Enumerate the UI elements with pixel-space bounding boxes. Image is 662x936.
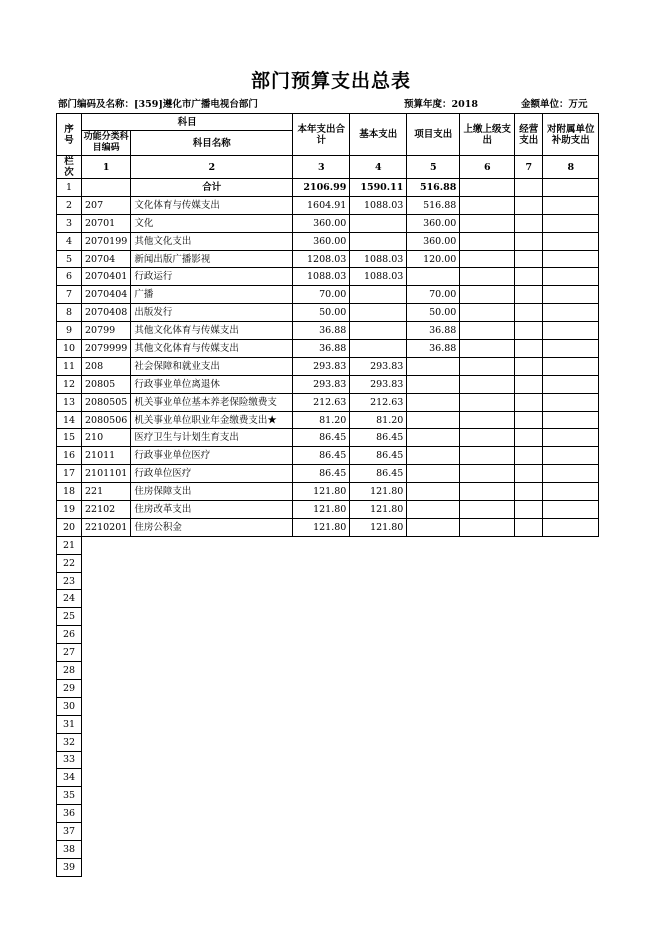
row-basic	[350, 232, 407, 250]
empty-cell	[82, 733, 599, 751]
row-basic	[350, 340, 407, 358]
row-code: 2070401	[82, 268, 131, 286]
row-operating	[515, 375, 543, 393]
table-row	[57, 518, 599, 536]
row-seq: 13	[57, 393, 82, 411]
row-code: 207	[82, 196, 131, 214]
row-upper	[460, 429, 515, 447]
row-basic: 1088.03	[350, 250, 407, 268]
row-basic	[350, 322, 407, 340]
empty-row	[57, 644, 599, 662]
row-name: 医疗卫生与计划生育支出	[131, 429, 293, 447]
row-subsidy	[543, 501, 599, 519]
row-seq: 14	[57, 411, 82, 429]
row-total: 1208.03	[293, 250, 350, 268]
row-seq: 12	[57, 375, 82, 393]
row-seq: 35	[57, 787, 82, 805]
empty-row	[57, 626, 599, 644]
header-basic: 基本支出	[350, 114, 407, 156]
row-seq: 4	[57, 232, 82, 250]
row-basic: 121.80	[350, 501, 407, 519]
row-name: 文化体育与传媒支出	[131, 196, 293, 214]
row-basic: 86.45	[350, 429, 407, 447]
row-project	[407, 518, 460, 536]
row-upper	[460, 304, 515, 322]
empty-row	[57, 697, 599, 715]
row-code: 20799	[82, 322, 131, 340]
row-name: 行政事业单位医疗	[131, 447, 293, 465]
row-operating	[515, 179, 543, 197]
row-total: 70.00	[293, 286, 350, 304]
row-code: 208	[82, 357, 131, 375]
header-subject-name: 科目名称	[131, 131, 293, 156]
row-project	[407, 393, 460, 411]
empty-cell	[82, 536, 599, 554]
col-num: 6	[460, 156, 515, 179]
row-basic: 81.20	[350, 411, 407, 429]
row-basic: 1088.03	[350, 196, 407, 214]
row-basic: 121.80	[350, 518, 407, 536]
empty-row	[57, 590, 599, 608]
table-row	[57, 393, 599, 411]
table-row	[57, 196, 599, 214]
row-code: 22102	[82, 501, 131, 519]
row-subsidy	[543, 465, 599, 483]
row-project	[407, 447, 460, 465]
row-project	[407, 483, 460, 501]
row-basic: 212.63	[350, 393, 407, 411]
row-upper	[460, 483, 515, 501]
table-row	[57, 340, 599, 358]
empty-cell	[82, 697, 599, 715]
row-code: 2080505	[82, 393, 131, 411]
row-seq: 2	[57, 196, 82, 214]
row-basic	[350, 304, 407, 322]
row-basic: 1088.03	[350, 268, 407, 286]
table-row	[57, 411, 599, 429]
row-seq: 32	[57, 733, 82, 751]
row-project	[407, 357, 460, 375]
row-upper	[460, 447, 515, 465]
row-upper	[460, 214, 515, 232]
row-name: 住房改革支出	[131, 501, 293, 519]
row-subsidy	[543, 214, 599, 232]
row-basic: 293.83	[350, 357, 407, 375]
row-seq: 7	[57, 286, 82, 304]
row-code: 2101101	[82, 465, 131, 483]
row-seq: 30	[57, 697, 82, 715]
row-operating	[515, 483, 543, 501]
row-project	[407, 411, 460, 429]
row-basic: 86.45	[350, 447, 407, 465]
row-seq: 38	[57, 840, 82, 858]
row-seq: 34	[57, 769, 82, 787]
table-row	[57, 483, 599, 501]
empty-row	[57, 715, 599, 733]
empty-cell	[82, 644, 599, 662]
empty-cell	[82, 679, 599, 697]
row-seq: 6	[57, 268, 82, 286]
row-code: 20805	[82, 375, 131, 393]
table-row	[57, 357, 599, 375]
row-operating	[515, 196, 543, 214]
row-project: 50.00	[407, 304, 460, 322]
row-total: 86.45	[293, 465, 350, 483]
row-seq: 29	[57, 679, 82, 697]
empty-row	[57, 608, 599, 626]
empty-cell	[82, 608, 599, 626]
header-seq: 序号	[57, 114, 82, 156]
row-seq: 28	[57, 662, 82, 680]
row-subsidy	[543, 322, 599, 340]
row-subsidy	[543, 429, 599, 447]
header-operating: 经营支出	[515, 114, 543, 156]
row-seq: 21	[57, 536, 82, 554]
row-code: 20701	[82, 214, 131, 232]
row-operating	[515, 304, 543, 322]
row-name: 广播	[131, 286, 293, 304]
row-operating	[515, 429, 543, 447]
header-upper: 上缴上级支出	[460, 114, 515, 156]
row-operating	[515, 232, 543, 250]
row-total: 86.45	[293, 447, 350, 465]
row-seq: 8	[57, 304, 82, 322]
row-name: 行政运行	[131, 268, 293, 286]
row-seq: 39	[57, 858, 82, 876]
row-seq: 31	[57, 715, 82, 733]
row-code: 2070404	[82, 286, 131, 304]
row-upper	[460, 357, 515, 375]
row-seq: 20	[57, 518, 82, 536]
row-upper	[460, 518, 515, 536]
row-subsidy	[543, 232, 599, 250]
empty-cell	[82, 554, 599, 572]
row-subsidy	[543, 179, 599, 197]
row-name: 住房公积金	[131, 518, 293, 536]
row-basic: 121.80	[350, 483, 407, 501]
row-project: 360.00	[407, 214, 460, 232]
row-total: 293.83	[293, 375, 350, 393]
table-row	[57, 179, 599, 197]
row-name: 出版发行	[131, 304, 293, 322]
dept-label: 部门编码及名称：[359]遵化市广播电视台部门	[58, 99, 258, 110]
row-project	[407, 268, 460, 286]
row-upper	[460, 179, 515, 197]
row-operating	[515, 340, 543, 358]
table-row	[57, 429, 599, 447]
empty-row	[57, 823, 599, 841]
row-project: 516.88	[407, 196, 460, 214]
row-seq: 24	[57, 590, 82, 608]
row-seq: 15	[57, 429, 82, 447]
row-code: 21011	[82, 447, 131, 465]
row-name: 其他文化体育与传媒支出	[131, 322, 293, 340]
table-row	[57, 250, 599, 268]
row-seq: 37	[57, 823, 82, 841]
row-operating	[515, 447, 543, 465]
row-basic	[350, 286, 407, 304]
empty-row	[57, 787, 599, 805]
header-subsidy: 对附属单位补助支出	[543, 114, 599, 156]
header-project: 项目支出	[407, 114, 460, 156]
row-name: 行政事业单位离退休	[131, 375, 293, 393]
row-total: 1604.91	[293, 196, 350, 214]
column-number-row	[57, 156, 599, 179]
row-name: 机关事业单位基本养老保险缴费支	[131, 393, 293, 411]
row-operating	[515, 411, 543, 429]
table-row	[57, 286, 599, 304]
row-project: 360.00	[407, 232, 460, 250]
row-name: 机关事业单位职业年金缴费支出★	[131, 411, 293, 429]
table-row	[57, 214, 599, 232]
empty-cell	[82, 769, 599, 787]
row-upper	[460, 465, 515, 483]
table-row	[57, 501, 599, 519]
row-subsidy	[543, 340, 599, 358]
empty-cell	[82, 572, 599, 590]
row-code: 2070408	[82, 304, 131, 322]
row-name: 新闻出版广播影视	[131, 250, 293, 268]
row-seq: 22	[57, 554, 82, 572]
row-seq: 19	[57, 501, 82, 519]
row-project: 36.88	[407, 322, 460, 340]
row-total: 86.45	[293, 429, 350, 447]
row-total: 81.20	[293, 411, 350, 429]
row-code: 210	[82, 429, 131, 447]
table-row	[57, 304, 599, 322]
empty-cell	[82, 662, 599, 680]
empty-row	[57, 805, 599, 823]
row-operating	[515, 393, 543, 411]
table-row	[57, 322, 599, 340]
row-subsidy	[543, 286, 599, 304]
row-name: 其他文化支出	[131, 232, 293, 250]
col-num: 2	[131, 156, 293, 179]
row-name: 行政单位医疗	[131, 465, 293, 483]
row-code	[82, 179, 131, 197]
row-upper	[460, 393, 515, 411]
row-upper	[460, 286, 515, 304]
row-operating	[515, 322, 543, 340]
empty-row	[57, 858, 599, 876]
row-seq: 27	[57, 644, 82, 662]
empty-cell	[82, 590, 599, 608]
row-code: 2070199	[82, 232, 131, 250]
col-num: 7	[515, 156, 543, 179]
row-upper	[460, 375, 515, 393]
row-upper	[460, 232, 515, 250]
row-upper	[460, 340, 515, 358]
unit-label: 金额单位：万元	[521, 99, 588, 110]
row-subsidy	[543, 304, 599, 322]
row-subsidy	[543, 375, 599, 393]
row-operating	[515, 501, 543, 519]
row-operating	[515, 465, 543, 483]
row-total: 212.63	[293, 393, 350, 411]
row-operating	[515, 286, 543, 304]
row-project	[407, 375, 460, 393]
row-project	[407, 465, 460, 483]
row-upper	[460, 501, 515, 519]
row-subsidy	[543, 518, 599, 536]
header-row-1	[57, 114, 599, 131]
row-seq: 5	[57, 250, 82, 268]
row-seq: 1	[57, 179, 82, 197]
row-operating	[515, 357, 543, 375]
row-upper	[460, 196, 515, 214]
row-project: 70.00	[407, 286, 460, 304]
row-seq: 25	[57, 608, 82, 626]
empty-row	[57, 536, 599, 554]
row-total: 1088.03	[293, 268, 350, 286]
row-basic: 1590.11	[350, 179, 407, 197]
row-basic: 86.45	[350, 465, 407, 483]
table-row	[57, 447, 599, 465]
row-upper	[460, 268, 515, 286]
row-upper	[460, 250, 515, 268]
row-seq: 10	[57, 340, 82, 358]
table-row	[57, 232, 599, 250]
row-subsidy	[543, 393, 599, 411]
empty-cell	[82, 715, 599, 733]
row-total: 360.00	[293, 232, 350, 250]
row-subsidy	[543, 411, 599, 429]
col-num: 3	[293, 156, 350, 179]
row-operating	[515, 518, 543, 536]
empty-row	[57, 554, 599, 572]
row-basic	[350, 214, 407, 232]
row-upper	[460, 322, 515, 340]
row-seq: 23	[57, 572, 82, 590]
row-total: 121.80	[293, 483, 350, 501]
empty-row	[57, 840, 599, 858]
row-seq: 17	[57, 465, 82, 483]
row-seq: 33	[57, 751, 82, 769]
row-operating	[515, 214, 543, 232]
row-subsidy	[543, 357, 599, 375]
row-code: 2080506	[82, 411, 131, 429]
row-subsidy	[543, 483, 599, 501]
row-subsidy	[543, 196, 599, 214]
empty-row	[57, 733, 599, 751]
row-seq: 11	[57, 357, 82, 375]
row-upper	[460, 411, 515, 429]
row-subsidy	[543, 268, 599, 286]
empty-cell	[82, 840, 599, 858]
row-subsidy	[543, 250, 599, 268]
header-subject: 科目	[82, 114, 293, 131]
header-total: 本年支出合计	[293, 114, 350, 156]
empty-row	[57, 751, 599, 769]
col-num: 4	[350, 156, 407, 179]
row-code: 221	[82, 483, 131, 501]
table-row	[57, 268, 599, 286]
page-title: 部门预算支出总表	[250, 70, 411, 92]
row-operating	[515, 268, 543, 286]
row-total: 121.80	[293, 501, 350, 519]
table-row	[57, 375, 599, 393]
row-total: 293.83	[293, 357, 350, 375]
col-label: 栏次	[57, 156, 82, 179]
empty-row	[57, 769, 599, 787]
row-name: 其他文化体育与传媒支出	[131, 340, 293, 358]
row-seq: 36	[57, 805, 82, 823]
row-total: 360.00	[293, 214, 350, 232]
row-name: 住房保障支出	[131, 483, 293, 501]
row-project: 120.00	[407, 250, 460, 268]
row-subsidy	[543, 447, 599, 465]
empty-cell	[82, 626, 599, 644]
row-name: 社会保障和就业支出	[131, 357, 293, 375]
budget-table	[56, 113, 599, 877]
row-project: 516.88	[407, 179, 460, 197]
year-label: 预算年度：2018	[404, 99, 478, 110]
row-total: 36.88	[293, 340, 350, 358]
empty-cell	[82, 751, 599, 769]
empty-cell	[82, 858, 599, 876]
row-code: 2210201	[82, 518, 131, 536]
row-basic: 293.83	[350, 375, 407, 393]
row-code: 2079999	[82, 340, 131, 358]
row-name: 合计	[131, 179, 293, 197]
row-name: 文化	[131, 214, 293, 232]
row-code: 20704	[82, 250, 131, 268]
row-seq: 16	[57, 447, 82, 465]
empty-row	[57, 572, 599, 590]
col-num: 8	[543, 156, 599, 179]
row-seq: 18	[57, 483, 82, 501]
row-operating	[515, 250, 543, 268]
row-total: 50.00	[293, 304, 350, 322]
row-seq: 26	[57, 626, 82, 644]
row-total: 2106.99	[293, 179, 350, 197]
row-project: 36.88	[407, 340, 460, 358]
col-num: 1	[82, 156, 131, 179]
table-row	[57, 465, 599, 483]
empty-cell	[82, 787, 599, 805]
row-total: 36.88	[293, 322, 350, 340]
col-num: 5	[407, 156, 460, 179]
empty-row	[57, 662, 599, 680]
row-project	[407, 501, 460, 519]
empty-cell	[82, 805, 599, 823]
row-seq: 9	[57, 322, 82, 340]
empty-row	[57, 679, 599, 697]
row-seq: 3	[57, 214, 82, 232]
empty-cell	[82, 823, 599, 841]
header-func-code: 功能分类科目编码	[82, 131, 131, 156]
row-total: 121.80	[293, 518, 350, 536]
row-project	[407, 429, 460, 447]
